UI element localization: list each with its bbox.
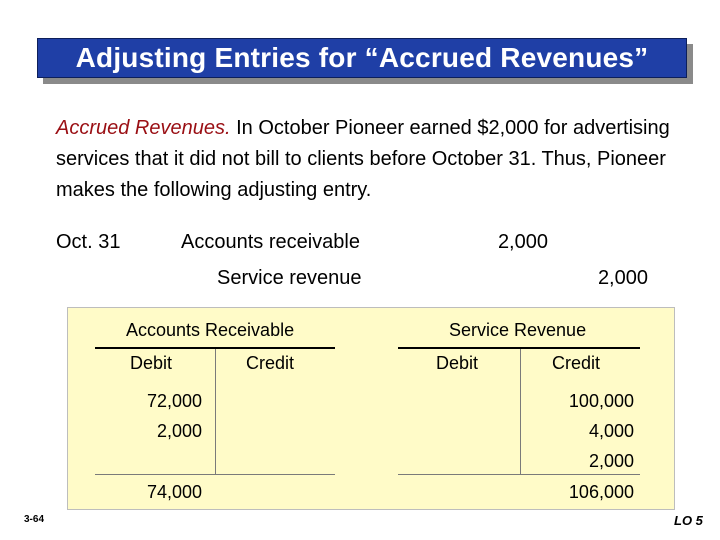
credit-amount: 2,000 (597, 267, 648, 289)
paragraph-body: In October Pioneer earned $2,000 for advertising services that it did not bill to clients before October 31. Thus, Pioneer makes the following adjusting entry. (56, 117, 670, 201)
entry-date: Oct. 31 (56, 231, 121, 253)
explanation-paragraph (56, 113, 676, 206)
credit-header: Credit (246, 353, 295, 373)
t-account-divider (215, 349, 216, 475)
t-account-divider (520, 349, 521, 475)
t-account-total-rule (95, 474, 335, 475)
ledger-value: 100,000 (568, 391, 634, 411)
paragraph-lead: Accrued Revenues. (56, 117, 231, 139)
ledger-total: 106,000 (568, 482, 634, 502)
t-account-total-rule (398, 474, 640, 475)
debit-header: Debit (436, 353, 479, 373)
credit-header: Credit (552, 353, 601, 373)
ledger-value: 2,000 (156, 421, 202, 441)
title-bar (37, 38, 687, 78)
ledger-value: 72,000 (146, 391, 202, 411)
credit-account: Service revenue (217, 267, 362, 289)
t-account-title: Accounts Receivable (126, 320, 295, 340)
ledger-value: 4,000 (588, 421, 634, 441)
slide-title: Adjusting Entries for “Accrued Revenues” (75, 42, 649, 73)
ledger-value: 2,000 (588, 451, 634, 471)
debit-header: Debit (130, 353, 173, 373)
learning-objective-label: LO 5 (674, 513, 703, 528)
t-account-title: Service Revenue (449, 320, 587, 340)
debit-account: Accounts receivable (181, 231, 360, 253)
t-account-top-rule (398, 347, 640, 349)
debit-amount: 2,000 (497, 231, 548, 253)
slide-number: 3-64 (24, 514, 45, 525)
ledger-total: 74,000 (146, 482, 202, 502)
